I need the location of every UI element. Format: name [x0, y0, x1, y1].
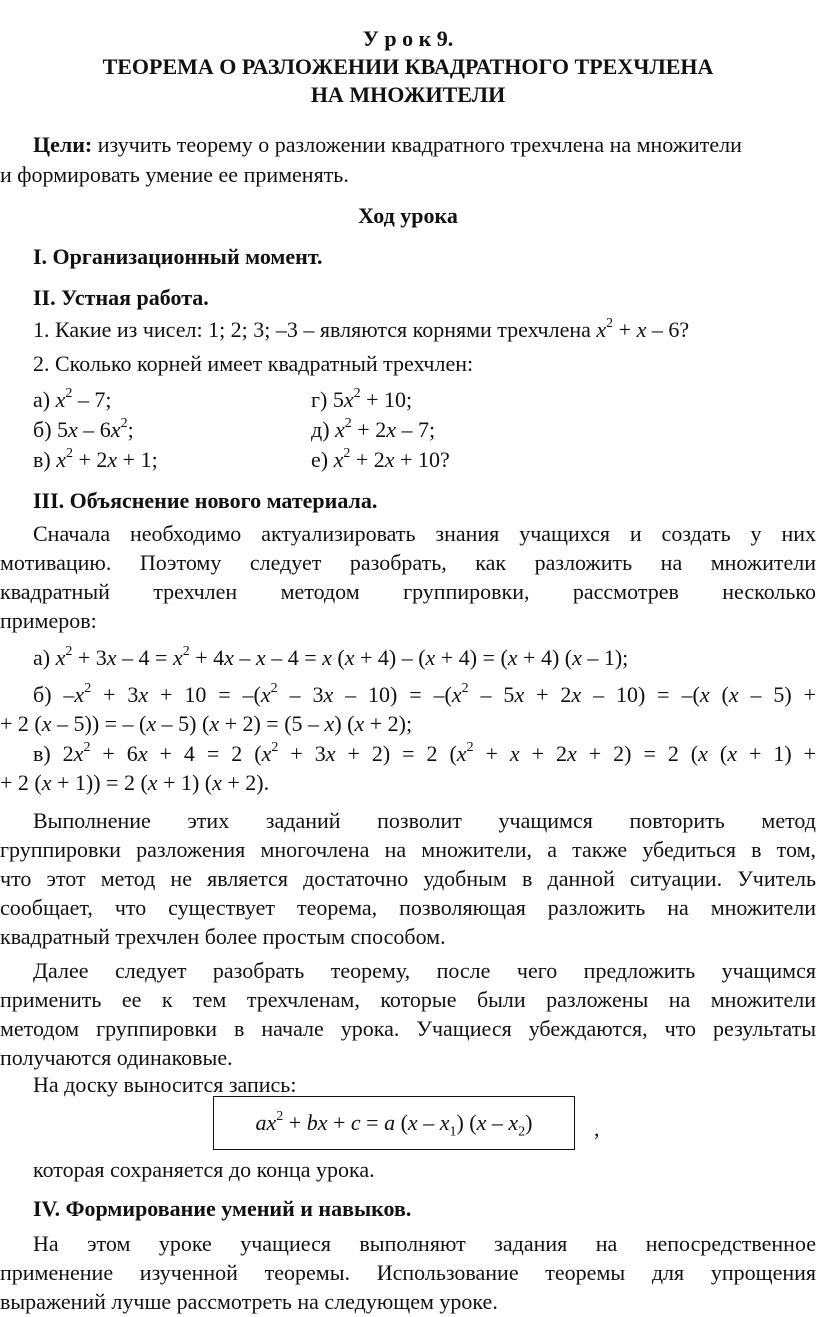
section-4-title: IV. Формирование умений и навыков. — [33, 1196, 412, 1221]
formula-comma: , — [594, 1116, 600, 1141]
p1-line-4: примеров: — [0, 608, 97, 633]
item-b: б) $5x - 6x^2$; — [33, 415, 134, 442]
item-a-label: а) — [33, 387, 56, 412]
title-line-1: ТЕОРЕМА О РАЗЛОЖЕНИИ КВАДРАТНОГО ТРЕХЧЛЕНА — [102, 54, 714, 79]
goals-label: Цели: — [33, 132, 93, 157]
lesson-number: У р о к 9. — [362, 26, 454, 51]
item-e-label: е) — [311, 447, 334, 472]
p2-line-2: группировки разложения многочлена на множители, а также убедиться в том, — [0, 837, 816, 862]
section-3-title: III. Объяснение нового материала. — [33, 488, 378, 513]
p1-line-1: Сначала необходимо актуализировать знания учащихся и создать у них — [33, 521, 816, 546]
item-d: д) $x^2 + 2x - 7$; — [311, 415, 436, 442]
example-b-line-1: б) $-x^2 + 3x + 10 = -(x^2 - 3x - 10) = -(x^2 - 5x + 2x - 10) = -(x$ (x – 5) + — [33, 680, 816, 707]
p2-line-5: квадратный трехчлен более простым способом. — [0, 924, 446, 949]
p1-line-3: квадратный трехчлен методом группировки, рассмотрев несколько — [0, 579, 816, 604]
p4-line-1: На этом уроке учащиеся выполняют задания на непосредственное — [33, 1231, 816, 1256]
p1-line-2: мотивацию. Поэтому следует разобрать, как разложить на множители — [0, 550, 816, 575]
kept-note: которая сохраняется до конца урока. — [33, 1157, 375, 1182]
example-v-line-2: + 2 (x + 1)) = 2 (x + 1) (x + 2). — [0, 770, 270, 795]
p3-line-2: применить ее к тем трехчленам, которые были разложены на множители — [0, 987, 816, 1012]
goals-line-2: и формировать умение ее применять. — [0, 162, 349, 187]
title-line-2: НА МНОЖИТЕЛИ — [310, 82, 506, 107]
item-g: г) $5x^2 + 10$; — [311, 385, 413, 412]
item-g-label: г) — [311, 387, 333, 412]
goals-text-1: изучить теорему о разложении квадратного трехчлена на множители — [97, 132, 742, 157]
p4-line-2: применение изученной теоремы. Использование теоремы для упрощения — [0, 1260, 816, 1285]
item-v-label: в) — [33, 447, 57, 472]
p4-line-3: выражений лучше рассмотреть на следующем уроке. — [0, 1289, 498, 1314]
item-b-label: б) — [33, 417, 58, 442]
item-d-label: д) — [311, 417, 336, 442]
question-1: 1. Какие из чисел: 1; 2; 3; –3 – являются корнями трехчлена $x^2 + x - 6$? — [33, 315, 690, 342]
item-e: е) $x^2 + 2x + 10$? — [311, 445, 450, 472]
example-a: а) $x^2 + 3x - 4 = x^2 + 4x - x - 4 = x$ (x + 4) – (x + 4) = (x + 4) (x – 1); — [33, 643, 629, 670]
p3-line-3: методом группировки в начале урока. Учащиеся убеждаются, что результаты — [0, 1016, 816, 1041]
example-b-line-2: + 2 (x – 5)) = – (x – 5) (x + 2) = (5 – x) (x + 2); — [0, 711, 413, 736]
p2-line-4: сообщает, что существует теорема, позволяющая разложить на множители — [0, 895, 816, 920]
section-1-title: I. Организационный момент. — [33, 244, 323, 269]
question-1-text: 1. Какие из чисел: 1; 2; 3; –3 – являются корнями трехчлена — [33, 317, 597, 342]
board-intro: На доску выносится запись: — [33, 1072, 297, 1097]
course-heading: Ход урока — [358, 203, 458, 228]
factorization-formula: $ax^2$ + bx + c = a $(x - x_1)$ $(x - x_2)$ — [255, 1108, 533, 1140]
p2-line-3: что этот метод не является достаточно удобным в данной ситуации. Учитель — [0, 866, 816, 891]
example-v-line-1: в) $2x^2 + 6x + 4 = 2$ $(x^2 + 3x + 2) = 2$ $(x^2 + x + 2x + 2) = 2$ (x (x + 1) + — [33, 739, 816, 766]
goals-line-1 — [33, 132, 742, 158]
item-v: в) $x^2 + 2x + 1$; — [33, 445, 158, 472]
p3-line-4: получаются одинаковые. — [0, 1045, 233, 1070]
section-2-title: II. Устная работа. — [33, 285, 209, 310]
item-a: а) $x^2 - 7$; — [33, 385, 112, 412]
p2-line-1: Выполнение этих заданий позволит учащимся повторить метод — [33, 808, 816, 833]
p3-line-1: Далее следует разобрать теорему, после чего предложить учащимся — [33, 958, 816, 983]
question-2: 2. Сколько корней имеет квадратный трехчлен: — [33, 351, 474, 376]
